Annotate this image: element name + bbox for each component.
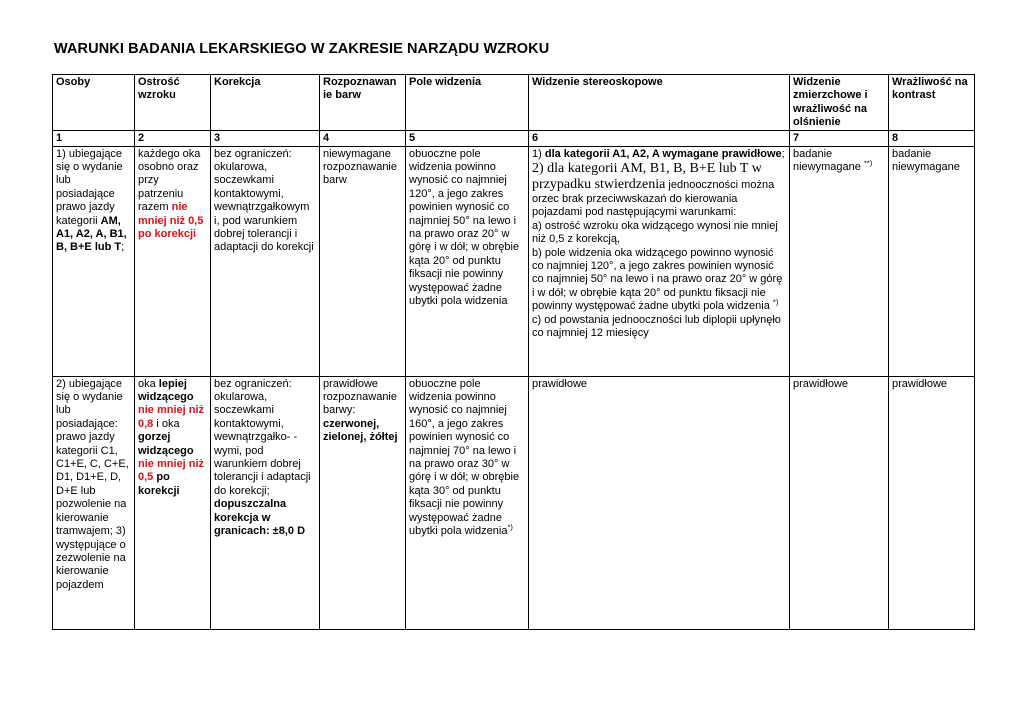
row1-stereo-p2-serif: 2) dla kategorii AM, B1, B, B+E lub T w przypadku stwierdzenia <box>532 161 762 193</box>
row2-ostrosc-worse-eye: gorzej widzącego <box>138 431 194 457</box>
row2-korekcja-text: bez ograniczeń: okularowa, soczewkami kontaktowymi, wewnątrzgałko- -wymi, pod warunkiem dobrej tolerancji i adaptacji do korekcji; <box>214 377 311 497</box>
vision-requirements-table <box>52 74 975 630</box>
footnote-marker: *) <box>507 522 513 532</box>
row1-korekcja-cell: bez ograniczeń: okularowa, soczewkami kontaktowymi, wewnątrzgałkowym i, pod warunkiem dobrej tolerancji i adaptacji do korekcji <box>211 146 320 376</box>
footnote-marker: **) <box>863 158 873 168</box>
row1-stereo-p1-end: ; <box>781 147 785 160</box>
row1-ostrosc-cell <box>135 146 211 376</box>
row1-osoby-end: ; <box>121 241 125 254</box>
column-number: 5 <box>406 130 529 146</box>
header-rozpoznawanie: Rozpoznawan ie barw <box>320 75 406 131</box>
header-kontrast: Wrażliwość na kontrast <box>889 75 975 131</box>
row2-zmierzch-cell: prawidłowe <box>790 376 889 629</box>
row1-ostrosc-text: każdego oka osobno oraz przy patrzeniu razem <box>138 147 201 214</box>
header-row <box>53 75 975 131</box>
row2-pole-cell <box>406 376 529 629</box>
row1-stereo-cond-b <box>532 247 786 314</box>
row1-pole-cell: obuoczne pole widzenia powinno wynosić co najmniej 120°, a jego zakres powinien wynosić co najmniej 50° na lewo i na prawo oraz 20° w górę i w dół; w obrębie kąta 20° od punktu fiksacji nie powinny występować żadne ubytki pola widzenia <box>406 146 529 376</box>
row1-stereo-cell <box>529 146 790 376</box>
header-ostrosc: Ostrość wzroku <box>135 75 211 131</box>
row2-ostrosc-t7: po korekcji <box>138 471 180 497</box>
row1-ostrosc-value: nie mniej niż 0,5 po korekcji <box>138 201 204 241</box>
row2-rozpoznawanie-colors: czerwonej, zielonej, żółtej <box>323 417 398 444</box>
page-title: WARUNKI BADANIA LEKARSKIEGO W ZAKRESIE NARZĄDU WZROKU <box>54 41 550 57</box>
row2-ostrosc-cell <box>135 376 211 629</box>
column-number: 2 <box>135 130 211 146</box>
row2-stereo-cell: prawidłowe <box>529 376 790 629</box>
footnote-marker: *) <box>772 297 779 307</box>
header-zmierzch: Widzenie zmierzchowe i wrażliwość na olśnienie <box>790 75 889 131</box>
row2-rozpoznawanie-text: prawidłowe rozpoznawanie barwy: <box>323 377 397 417</box>
column-number: 8 <box>889 130 975 146</box>
column-number: 6 <box>529 130 790 146</box>
row1-osoby-categories: AM, A1, A2, A, B1, B, B+E lub T <box>56 214 127 254</box>
row1-zmierzch-text: badanie niewymagane <box>793 147 861 174</box>
row2-pole-text: obuoczne pole widzenia powinno wynosić co najmniej 160°, a jego zakres powinien wynosić co najmniej 70° na lewo i na prawo oraz 30° w górę i w dół; w obrębie kąta 30° od punktu fiksacji nie powinny występować żadne ubytki pola widzenia <box>409 377 520 538</box>
row2-ostrosc-t1: oka <box>138 377 159 390</box>
row2-rozpoznawanie-cell <box>320 376 406 629</box>
row2-osoby-cell: 2) ubiegające się o wydanie lub posiadające: prawo jazdy kategorii C1, C1+E, C, C+E, D1, D1+E, D, D+E lub pozwolenie na kierowanie tramwajem; 3) występujące o zezwolenie na kierowanie pojazdem <box>53 376 135 629</box>
table-row <box>53 376 975 629</box>
row1-stereo-cond-c: c) od powstania jednooczności lub diplopii upłynęło co najmniej 12 miesięcy <box>532 313 781 340</box>
row1-osoby-cell <box>53 146 135 376</box>
column-number: 1 <box>53 130 135 146</box>
row1-stereo-cond-b-text: b) pole widzenia oka widzącego powinno wynosić co najmniej 120°, a jego zakres powinien wynosić co najmniej 50° na lewo i na prawo oraz 20° w górę i w dół; w obrębie kąta 20° od punktu fiksacji nie powinny występować żadne ubytki pola widzenia <box>532 246 783 313</box>
column-number-row <box>53 130 975 146</box>
row1-stereo-p2-rest: jednooczności można orzec brak przeciwwskazań do kierowania pojazdami pod następującymi warunkami: <box>532 179 775 219</box>
row1-stereo-cond-a: a) ostrość wzroku oka widzącego wynosi nie mniej niż 0,5 z korekcją, <box>532 219 778 246</box>
row2-korekcja-cell <box>211 376 320 629</box>
row2-ostrosc-value2: nie mniej niż 0,5 <box>138 458 205 484</box>
row1-rozpoznawanie-cell: niewymagane rozpoznawanie barw <box>320 146 406 376</box>
row1-stereo-p1-bold: dla kategorii A1, A2, A wymagane prawidłowe <box>544 147 782 160</box>
table-row <box>53 146 975 376</box>
row2-ostrosc-value1: nie mniej niż 0,8 <box>138 404 205 430</box>
row2-korekcja-limit: dopuszczalna korekcja w granicach: ±8,0 D <box>214 498 306 538</box>
header-korekcja: Korekcja <box>211 75 320 131</box>
row1-osoby-text: 1) ubiegające się o wydanie lub posiadające prawo jazdy kategorii <box>56 147 123 227</box>
row1-stereo-point1 <box>532 148 786 161</box>
row1-zmierzch-cell <box>790 146 889 376</box>
header-stereo: Widzenie stereoskopowe <box>529 75 790 131</box>
column-number: 7 <box>790 130 889 146</box>
row2-ostrosc-t4: i oka <box>153 417 180 430</box>
header-pole: Pole widzenia <box>406 75 529 131</box>
header-osoby: Osoby <box>53 75 135 131</box>
row1-stereo-point2 <box>532 161 786 220</box>
row2-ostrosc-better-eye: lepiej widzącego <box>138 377 194 404</box>
column-number: 3 <box>211 130 320 146</box>
row2-kontrast-cell: prawidłowe <box>889 376 975 629</box>
column-number: 4 <box>320 130 406 146</box>
row1-stereo-p1-num: 1) <box>532 147 545 160</box>
row1-kontrast-cell: badanie niewymagane <box>889 146 975 376</box>
